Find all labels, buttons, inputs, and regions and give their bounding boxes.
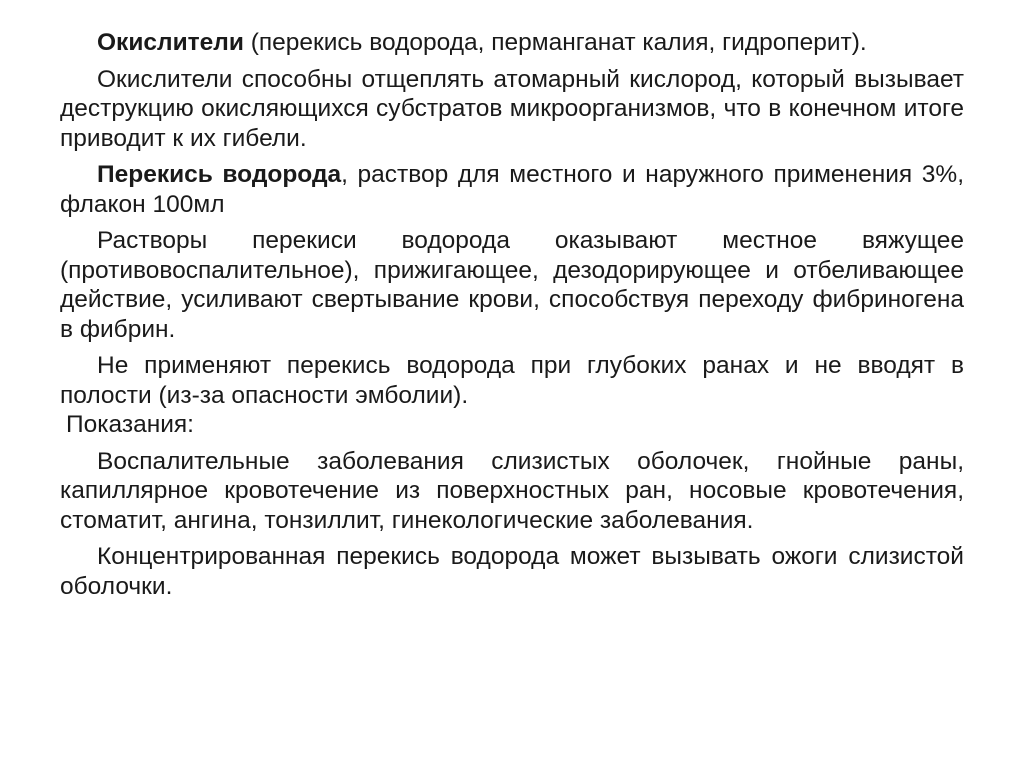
indications-heading: Показания:	[66, 411, 194, 438]
oxidizers-examples: (перекись водорода, перманганат калия, гидроперит).	[243, 29, 867, 56]
hydrogen-peroxide-form-text: , раствор для местного и наружного применения 3%, флакон 100мл	[60, 161, 964, 218]
paragraph-indications-list: Воспалительные заболевания слизистых оболочек, гнойные раны, капиллярное кровотечение из поверхностных ран, носовые кровотечения, стоматит, ангина, тонзиллит, гинекологические заболевания.	[60, 447, 964, 534]
term-oxidizers: Окислители	[97, 29, 244, 56]
paragraph-peroxide-action: Растворы перекиси водорода оказывают местное вяжущее (противовоспалительное), прижигающее, дезодорирующее и отбеливающее действие, усиливают свертывание крови, способствуя переходу фибриногена в фибрин.	[60, 227, 964, 343]
paragraph-oxidizers-mechanism: Окислители способны отщеплять атомарный кислород, который вызывает деструкцию окисляющихся субстратов микроорганизмов, что в конечном итоге приводит к их гибели.	[60, 65, 964, 152]
paragraph-contraindications: Не применяют перекись водорода при глубоких ранах и не вводят в полости (из-за опасности эмболии).	[60, 352, 964, 409]
paragraph-oxidizers-intro	[60, 28, 964, 58]
paragraph-hydrogen-peroxide-form	[60, 160, 964, 219]
paragraph-concentrated-warning: Концентрированная перекись водорода может вызывать ожоги слизистой оболочки.	[60, 543, 964, 600]
slide-content	[60, 28, 964, 601]
term-hydrogen-peroxide: Перекись водорода	[97, 161, 342, 188]
